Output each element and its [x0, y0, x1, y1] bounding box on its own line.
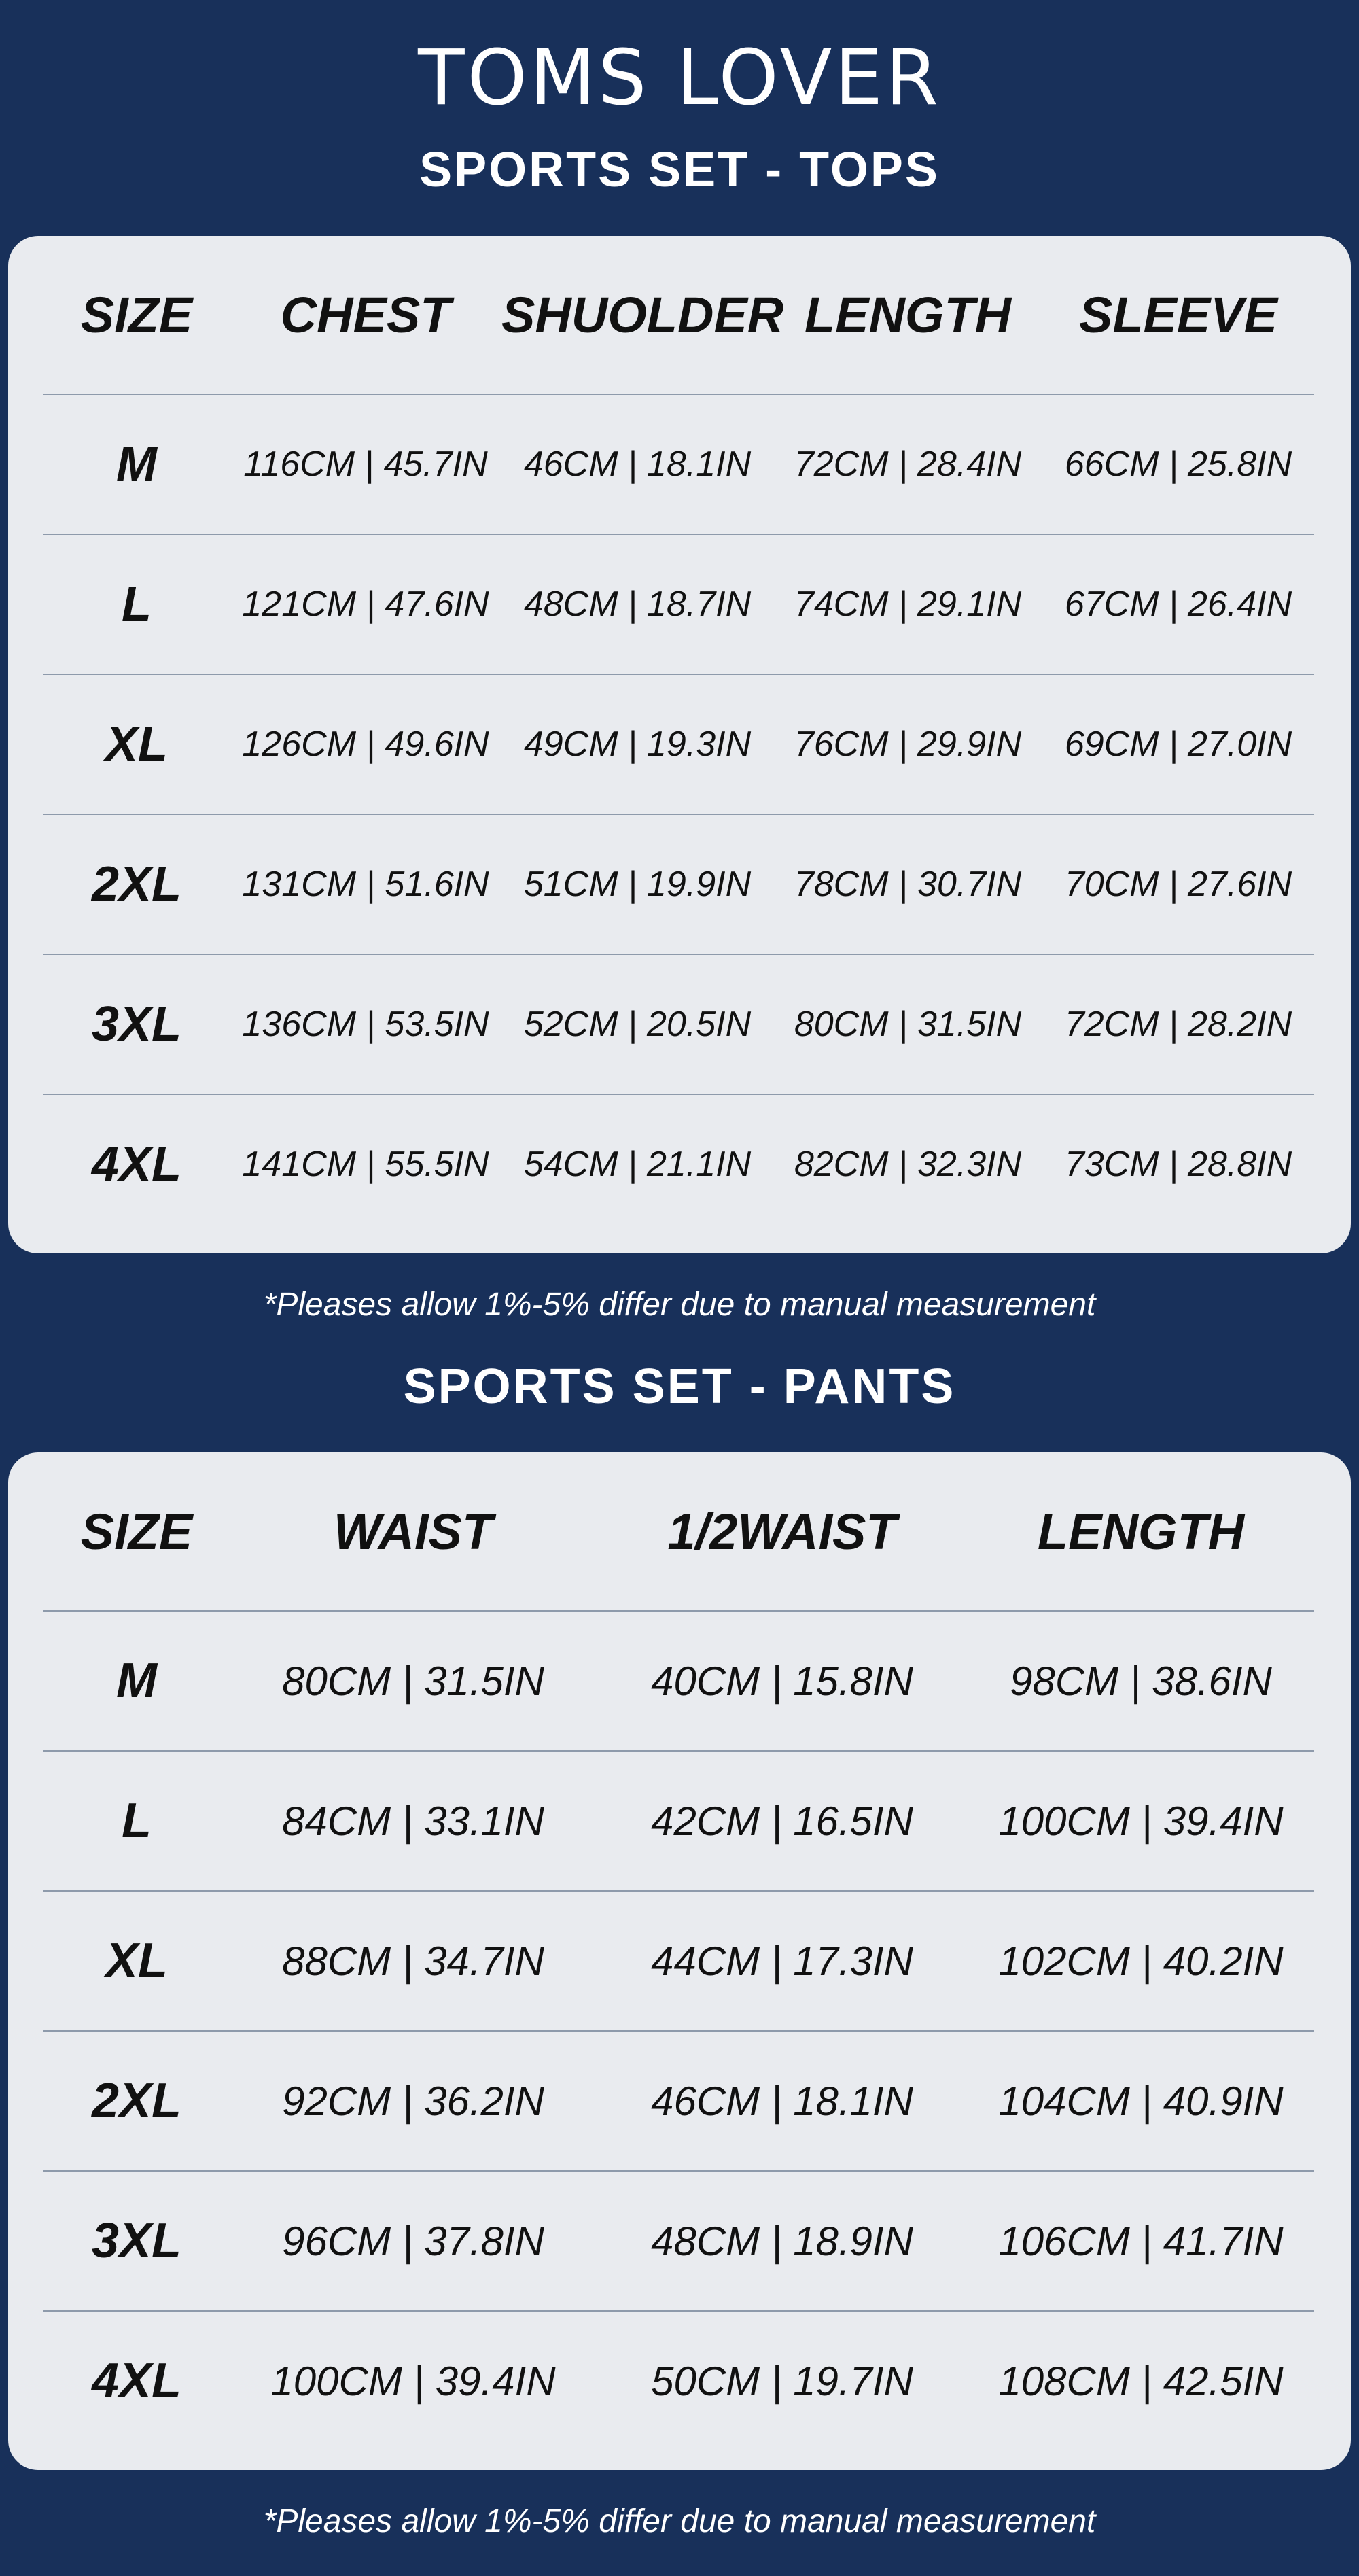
chest-cell: 141CM | 55.5IN	[242, 1145, 489, 1184]
chest-cell: 131CM | 51.6IN	[230, 814, 501, 954]
size-cell: L	[43, 1751, 230, 1891]
sleeve-cell: 69CM | 27.0IN	[1042, 674, 1314, 814]
waist-cell: 88CM | 34.7IN	[230, 1891, 597, 2031]
shoulder-cell: 48CM | 18.7IN	[501, 534, 773, 674]
size-cell: XL	[43, 674, 230, 814]
tops-header-size: SIZE	[43, 236, 230, 394]
size-cell: XL	[43, 1891, 230, 2031]
tops-header-length: LENGTH	[773, 236, 1042, 394]
length-cell: 106CM | 41.7IN	[968, 2171, 1314, 2311]
tops-header-row	[43, 236, 1314, 394]
pants-header-length: LENGTH	[968, 1452, 1314, 1611]
length-cell: 104CM | 40.9IN	[968, 2031, 1314, 2171]
shoulder-cell: 52CM | 20.5IN	[501, 954, 773, 1094]
tops-card	[8, 236, 1351, 1253]
chest-cell: 126CM | 49.6IN	[230, 674, 501, 814]
shoulder-cell: 51CM | 19.9IN	[501, 814, 773, 954]
tops-header-sleeve: SLEEVE	[1042, 236, 1314, 394]
half-waist-cell: 42CM | 16.5IN	[597, 1751, 968, 1891]
size-cell: M	[43, 1611, 230, 1751]
table-row	[43, 814, 1314, 954]
sleeve-cell: 72CM | 28.2IN	[1042, 954, 1314, 1094]
waist-cell: 96CM | 37.8IN	[230, 2171, 597, 2311]
half-waist-cell: 48CM | 18.9IN	[597, 2171, 968, 2311]
size-cell: 4XL	[91, 2354, 182, 2408]
table-row	[43, 674, 1314, 814]
length-cell: 72CM | 28.4IN	[773, 394, 1042, 534]
waist-cell: 84CM | 33.1IN	[230, 1751, 597, 1891]
waist-cell: 100CM | 39.4IN	[270, 2358, 556, 2404]
length-cell: 98CM | 38.6IN	[968, 1611, 1314, 1751]
table-row	[43, 534, 1314, 674]
length-cell: 76CM | 29.9IN	[773, 674, 1042, 814]
waist-cell: 92CM | 36.2IN	[230, 2031, 597, 2171]
sleeve-cell: 70CM | 27.6IN	[1042, 814, 1314, 954]
pants-size-table	[43, 1452, 1314, 2450]
half-waist-cell: 50CM | 19.7IN	[651, 2358, 913, 2404]
shoulder-cell: 46CM | 18.1IN	[501, 394, 773, 534]
half-waist-cell: 46CM | 18.1IN	[597, 2031, 968, 2171]
tops-size-table	[43, 236, 1314, 1234]
pants-title: SPORTS SET - PANTS	[403, 1359, 956, 1414]
pants-header-row	[43, 1452, 1314, 1611]
table-row	[43, 1891, 1314, 2031]
length-cell: 100CM | 39.4IN	[968, 1751, 1314, 1891]
length-cell: 80CM | 31.5IN	[773, 954, 1042, 1094]
size-cell: M	[43, 394, 230, 534]
half-waist-cell: 40CM | 15.8IN	[597, 1611, 968, 1751]
brand-logo: TOMS LOVER	[418, 34, 941, 122]
table-row	[43, 2311, 1314, 2450]
pants-header-waist: WAIST	[230, 1452, 597, 1611]
sleeve-cell: 73CM | 28.8IN	[1064, 1145, 1292, 1184]
table-row	[43, 394, 1314, 534]
chest-cell: 136CM | 53.5IN	[230, 954, 501, 1094]
table-row	[43, 2031, 1314, 2171]
waist-cell: 80CM | 31.5IN	[230, 1611, 597, 1751]
length-cell: 102CM | 40.2IN	[968, 1891, 1314, 2031]
pants-header-half-waist: 1/2WAIST	[597, 1452, 968, 1611]
chest-cell: 116CM | 45.7IN	[230, 394, 501, 534]
chest-cell: 121CM | 47.6IN	[230, 534, 501, 674]
length-cell: 108CM | 42.5IN	[998, 2358, 1284, 2404]
tops-header-shoulder: SHUOLDER	[501, 236, 773, 394]
size-cell: 4XL	[91, 1137, 182, 1191]
tops-title: SPORTS SET - TOPS	[419, 143, 940, 197]
table-row	[43, 1094, 1314, 1234]
table-row	[43, 1611, 1314, 1751]
sleeve-cell: 66CM | 25.8IN	[1042, 394, 1314, 534]
length-cell: 82CM | 32.3IN	[794, 1145, 1022, 1184]
sleeve-cell: 67CM | 26.4IN	[1042, 534, 1314, 674]
size-cell: L	[43, 534, 230, 674]
shoulder-cell: 49CM | 19.3IN	[501, 674, 773, 814]
table-row	[43, 954, 1314, 1094]
table-row	[43, 2171, 1314, 2311]
tops-measurement-note: *Pleases allow 1%-5% differ due to manual measurement	[263, 1287, 1096, 1323]
size-cell: 2XL	[43, 2031, 230, 2171]
size-cell: 3XL	[43, 2171, 230, 2311]
tops-header-chest: CHEST	[230, 236, 501, 394]
size-cell: 3XL	[43, 954, 230, 1094]
pants-header-size: SIZE	[43, 1452, 230, 1611]
pants-card	[8, 1452, 1351, 2470]
table-row	[43, 1751, 1314, 1891]
length-cell: 74CM | 29.1IN	[773, 534, 1042, 674]
half-waist-cell: 44CM | 17.3IN	[597, 1891, 968, 2031]
shoulder-cell: 54CM | 21.1IN	[523, 1145, 752, 1184]
length-cell: 78CM | 30.7IN	[773, 814, 1042, 954]
size-cell: 2XL	[43, 814, 230, 954]
pants-measurement-note: *Pleases allow 1%-5% differ due to manual measurement	[263, 2503, 1096, 2539]
